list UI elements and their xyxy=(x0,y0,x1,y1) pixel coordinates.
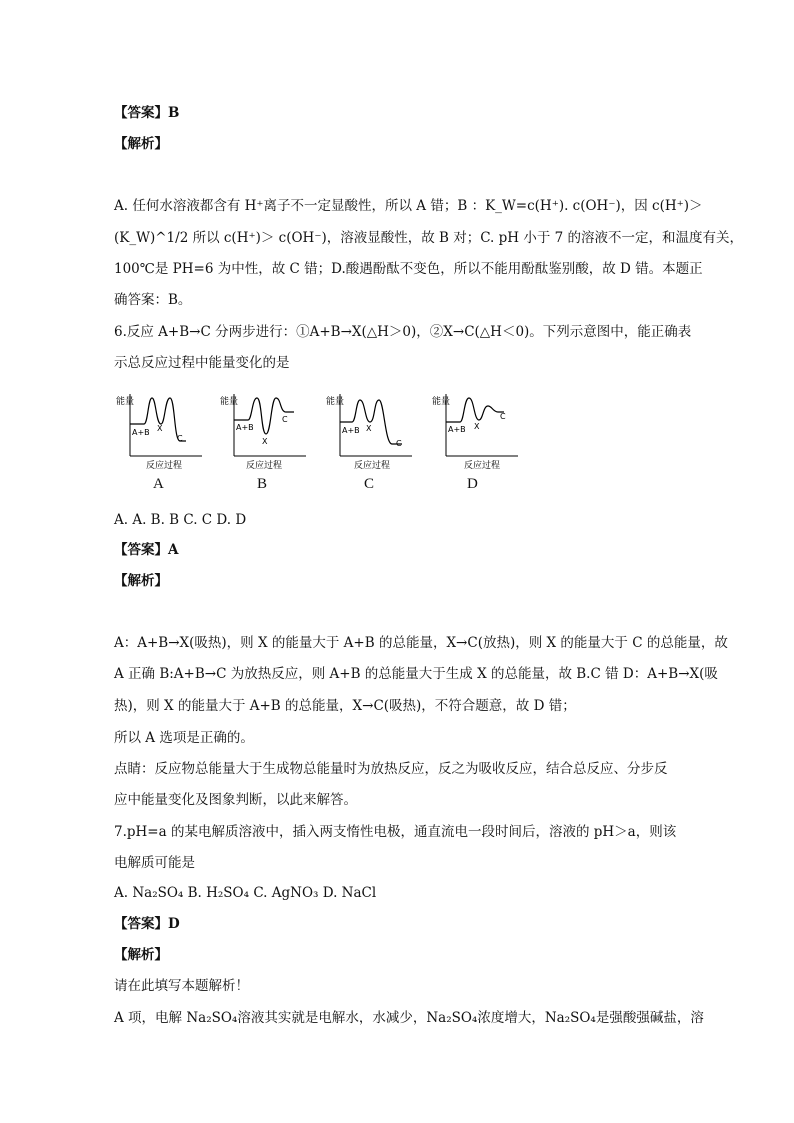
panel-c-reactant: A+B xyxy=(342,426,360,435)
q7-analysis-line-1: 请在此填写本题解析！ xyxy=(114,978,249,994)
panel-c-y-label: 能量 xyxy=(326,397,345,407)
panel-d-y-label: 能量 xyxy=(432,397,451,407)
panel-b-reactant: A+B xyxy=(236,423,254,432)
q6-analysis-line-3: 热)，则 X 的能量大于 A+B 的总能量，X→C(吸热)，不符合题意，故 D 错； xyxy=(114,698,576,714)
q6-stem-line-1: 6.反应 A+B→C 分两步进行：①A+B→X(△H＞0)，②X→C(△H＜0)。下列示意图中，能正确表 xyxy=(114,324,692,340)
panel-d-product: C xyxy=(500,412,506,421)
panel-d-reactant: A+B xyxy=(448,425,466,434)
q5-answer: 【答案】B xyxy=(114,105,180,121)
q5-analysis-line-3: 100℃是 PH=6 为中性，故 C 错；D.酸遇酚酞不变色，所以不能用酚酞鉴别酸，故 D 错。本题正 xyxy=(114,261,703,277)
q7-analysis-tag: 【解析】 xyxy=(114,947,168,963)
panel-b xyxy=(220,394,306,471)
panel-d xyxy=(432,394,518,471)
q6-options: A. A. B. B C. C D. D xyxy=(114,512,247,528)
q7-stem-line-1: 7.pH=a 的某电解质溶液中，插入两支惰性电极，通直流电一段时间后，溶液的 pH＞a，则该 xyxy=(114,824,677,840)
panel-letter-d: D xyxy=(467,476,478,492)
panel-b-x-label: 反应过程 xyxy=(246,461,283,471)
panel-b-y-label: 能量 xyxy=(220,397,239,407)
q7-options: A. Na₂SO₄ B. H₂SO₄ C. AgNO₃ D. NaCl xyxy=(114,885,377,901)
q6-analysis-line-2: A 正确 B:A+B→C 为放热反应，则 A+B 的总能量大于生成 X 的总能量，故 B.C 错 D：A+B→X(吸 xyxy=(114,666,718,682)
q6-stem-line-2: 示总反应过程中能量变化的是 xyxy=(114,355,290,371)
panel-a xyxy=(116,394,202,471)
energy-diagrams-svg xyxy=(110,386,530,476)
panel-b-product: C xyxy=(282,415,288,424)
panel-c-product: C xyxy=(396,439,402,448)
panel-c-intermediate: X xyxy=(366,424,372,433)
q6-analysis-tag: 【解析】 xyxy=(114,573,168,589)
panel-a-intermediate: X xyxy=(157,424,163,433)
panel-c xyxy=(326,394,412,471)
q6-analysis-line-6: 应中能量变化及图象判断，以此来解答。 xyxy=(114,792,357,808)
panel-a-product: C xyxy=(177,434,183,443)
panel-letter-c: C xyxy=(364,476,375,492)
panel-c-x-label: 反应过程 xyxy=(354,461,391,471)
q6-answer: 【答案】A xyxy=(114,542,179,558)
q6-analysis-line-1: A：A+B→X(吸热)，则 X 的能量大于 A+B 的总能量，X→C(放热)，则 X 的能量大于 C 的总能量，故 xyxy=(114,635,728,651)
panel-letter-a: A xyxy=(153,476,164,492)
panel-b-intermediate: X xyxy=(262,437,268,446)
panel-a-y-label: 能量 xyxy=(116,397,135,407)
q6-analysis-line-5: 点睛：反应物总能量大于生成物总能量时为放热反应，反之为吸收反应，结合总反应、分步反 xyxy=(114,761,668,777)
panel-d-x-label: 反应过程 xyxy=(464,461,501,471)
q5-analysis-line-4: 确答案：B。 xyxy=(114,292,192,308)
panel-letter-b: B xyxy=(257,476,268,492)
q5-analysis-line-1: A. 任何水溶液都含有 H⁺离子不一定显酸性，所以 A 错；B ：K_W=c(H⁺). c(OH⁻)，因 c(H⁺)＞ xyxy=(114,198,703,214)
q6-analysis-line-4: 所以 A 选项是正确的。 xyxy=(114,730,254,746)
panel-a-x-label: 反应过程 xyxy=(146,461,183,471)
panel-d-intermediate: X xyxy=(474,422,480,431)
q5-analysis-tag: 【解析】 xyxy=(114,136,168,152)
q7-stem-line-2: 电解质可能是 xyxy=(114,855,195,871)
q7-analysis-line-2: A 项，电解 Na₂SO₄溶液其实就是电解水，水减少，Na₂SO₄浓度增大，Na₂SO₄是强酸强碱盐，溶 xyxy=(114,1010,704,1026)
panel-a-reactant: A+B xyxy=(132,428,150,437)
q7-answer: 【答案】D xyxy=(114,916,180,932)
q5-analysis-line-2: (K_W)^1/2 所以 c(H⁺)＞ c(OH⁻)，溶液显酸性，故 B 对；C. pH 小于 7 的溶液不一定，和温度有关， xyxy=(114,230,744,246)
